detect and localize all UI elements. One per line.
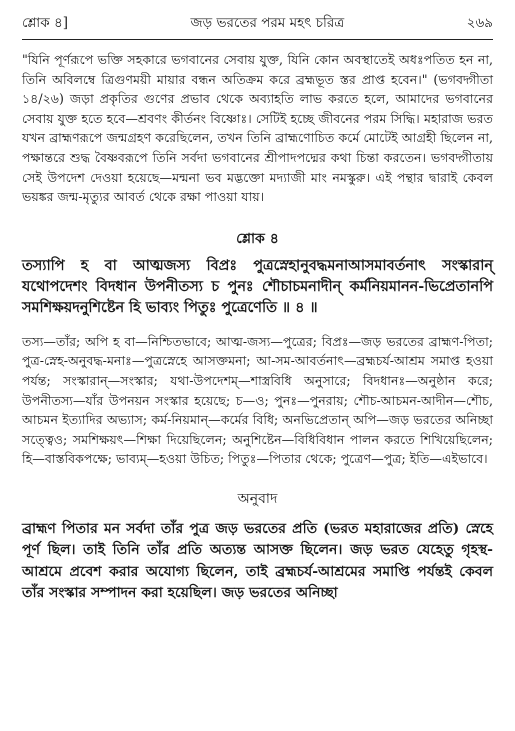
purport-paragraph: "যিনি পূর্ণরূপে ভক্তি সহকারে ভগবানের সেবায় যুক্ত, যিনি কোন অবস্থাতেই অধঃপতিত হন না, তিনি অবিলম্বে ত্রিগুণময়ী মায়ার বন্ধন অতিক্রম করে ব্রহ্মভূত স্তর প্রাপ্ত হবেন।" (ভগবদ্গীতা ১৪/২৬) জড়া প্রকৃতির গুণের প্রভাব থেকে অব্যাহতি লাভ করতে হলে, আমাদের ভগবানের সেবায় যুক্ত হতে হবে—শ্রবণং কীর্তনং বিষ্ণোঃ। সেটিই হচ্ছে জীবনের পরম সিদ্ধি। মহারাজ ভরত যখন ব্রাহ্মণরূপে জন্মগ্রহণ করেছিলেন, তখন তিনি ব্রাহ্মণোচিত কর্মে মোটেই আগ্রহী ছিলেন না, পক্ষান্তরে শুদ্ধ বৈষ্ণবরূপে তিনি সর্বদা ভগবানের শ্রীপাদপদ্মের কথা চিন্তা করতেন। ভগবদ্গীতায় সেই উপদেশ দেওয়া হয়েছে—মন্মনা ভব মদ্ভক্তো মদ্যাজী মাং নমস্কুরু। এই পন্থার দ্বারাই কেবল ভয়ঙ্কর জন্ম-মৃত্যুর আবর্ত থেকে রক্ষা পাওয়া যায়। (22, 52, 493, 205)
header-chapter-title: জড় ভরতের পরম মহৎ চরিত্র (190, 15, 345, 31)
verse-heading: শ্লোক ৪ (236, 230, 279, 247)
running-header (22, 12, 493, 40)
page-number: ২৬৯ (466, 15, 493, 31)
header-verse-ref: শ্লোক ৪] (22, 15, 68, 31)
synonyms-paragraph: তস্য—তাঁর; অপি হ বা—নিশ্চিতভাবে; আত্ম-জস্য—পুত্রের; বিপ্রঃ—জড় ভরতের ব্রাহ্মণ-পিতা; পুত্র-স্নেহ-অনুবদ্ধ-মনাঃ—পুত্রস্নেহে আসক্তমনা; আ-সম-আবর্তনাৎ—ব্রহ্মচর্য-আশ্রম সমাপ্ত হওয়া পর্যন্ত; সংস্কারান্—সংস্কার; যথা-উপদেশম্—শাস্ত্রবিধি অনুসারে; বিদধানঃ—অনুষ্ঠান করে; উপনীতস্য—যাঁর উপনয়ন সংস্কার হয়েছে; চ—ও; পুনঃ—পুনরায়; শৌচ-আচমন-আদীন—শৌচ, আচমন ইত্যাদির অভ্যাস; কর্ম-নিয়মান্—কর্মের বিধি; অনভিপ্রেতান্ অপি—জড় ভরতের অনিচ্ছা সত্ত্বেও; সমশিক্ষয়ৎ—শিক্ষা দিয়েছিলেন; অনুশিষ্টেন—বিধিবিধান পালন করতে শিখিয়েছিলেন; হি—বাস্তবিকপক্ষে; ভাব্যম্—হওয়া উচিত; পিতুঃ—পিতার থেকে; পুত্রেণ—পুত্র; ইতি—এইভাবে। (22, 333, 493, 467)
verse-text: তস্যাপি হ বা আত্মজস্য বিপ্রঃ পুত্রস্নেহানুবদ্ধমনাআসমাবর্তনাৎ সংস্কারান্ যথোপদেশং বিদধান উপনীতস্য চ পুনঃ শৌচাচমনাদীন্ কর্মনিয়মানন-ভিপ্রেতানপি সমশিক্ষয়দনুশিষ্টেন হি ভাব্যং পিতুঃ পুত্রেণেতি ॥ ৪ ॥ (22, 256, 493, 316)
translation-heading: অনুবাদ (237, 490, 278, 507)
translation-text: ব্রাহ্মণ পিতার মন সর্বদা তাঁর পুত্র জড় ভরতের প্রতি (ভরত মহারাজের প্রতি) স্নেহে পূর্ণ ছিল। তাই তিনি তাঁর প্রতি অত্যন্ত আসক্ত ছিলেন। জড় ভরত যেহেতু গৃহস্থ-আশ্রমে প্রবেশ করার অযোগ্য ছিলেন, তাই ব্রহ্মচর্য-আশ্রমের সমাপ্তি পর্যন্তই কেবল তাঁর সংস্কার সম্পাদন করা হয়েছিল। জড় ভরতের অনিচ্ছা (22, 520, 493, 602)
